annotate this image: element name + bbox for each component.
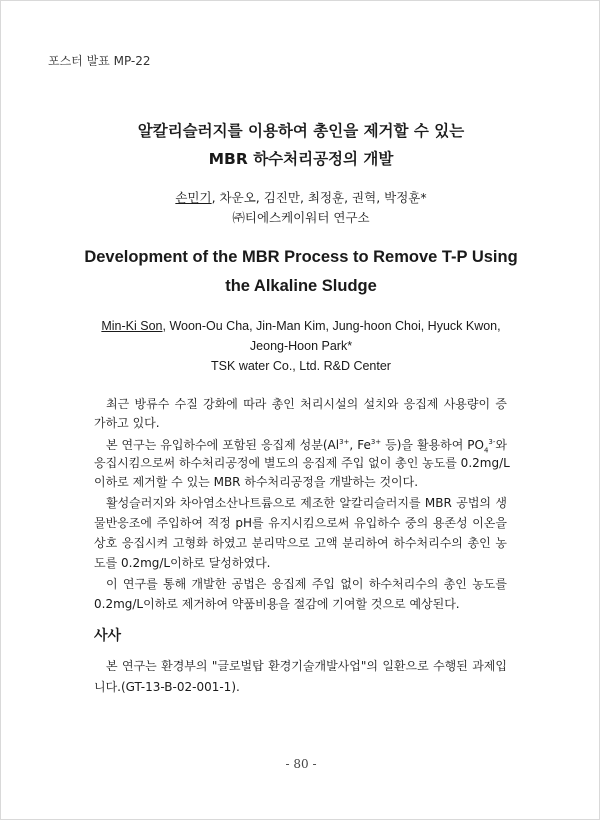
english-authors-line-2: Jeong-Hoon Park* <box>249 339 353 353</box>
poster-label: 포스터 발표 MP-22 <box>48 54 151 68</box>
coauthors-kr: , 차운오, 김진만, 최정훈, 권혁, 박정훈* <box>211 190 427 205</box>
korean-title-line-2: MBR 하수처리공정의 개발 <box>208 150 394 168</box>
korean-affiliation: ㈜티에스케이워터 연구소 <box>232 210 370 225</box>
coauthors-en: , Woon-Ou Cha, Jin-Man Kim, Jung-hoon Choi, Hyuck Kwon, <box>162 319 501 333</box>
abstract-p2-line-2: 응집시킴으로써 하수처리공정에 별도의 응집제 주입 없이 총인 농도를 0.2mg/L <box>94 456 510 470</box>
abstract-p3-line-2: 물반응조에 주입하여 적정 pH를 유지시킴으로써 유입하수 중의 용존성 이온을 <box>94 516 507 530</box>
acknowledgement-title: 사사 <box>94 628 122 644</box>
abstract-p2-line-1: 본 연구는 유입하수에 포함된 응집제 성분($Al^{3+}$, $Fe^{3+}$ 등)을 활용하여 $PO_4^{3-}$와 <box>106 438 507 455</box>
presenter-name-kr: 손민기 <box>175 190 212 205</box>
english-affiliation: TSK water Co., Ltd. R&D Center <box>211 359 391 373</box>
english-title-line-2: the Alkaline Sludge <box>225 277 377 295</box>
acknowledgement-line-1: 본 연구는 환경부의 "글로벌탑 환경기술개발사업"의 일환으로 수행된 과제입 <box>106 659 507 673</box>
presenter-name-en: Min-Ki Son <box>101 319 163 333</box>
abstract-p3-line-3: 상호 응집시켜 고형화 하였고 분리막으로 고액 분리하여 하수처리수의 총인 농 <box>94 536 507 550</box>
abstract-p4-line-2: 0.2mg/L이하로 제거하여 약품비용을 절감에 기여할 것으로 예상된다. <box>94 597 460 611</box>
english-title-line-1: Development of the MBR Process to Remove T-P Using <box>84 248 518 266</box>
abstract-p1-line-2: 가하고 있다. <box>94 416 160 430</box>
abstract-p4-line-1: 이 연구를 통해 개발한 공법은 응집제 주입 없이 하수처리수의 총인 농도를 <box>106 577 507 591</box>
korean-title-line-1: 알칼리슬러지를 이용하여 총인을 제거할 수 있는 <box>137 122 465 140</box>
abstract-p2-line-3: 이하로 제거할 수 있는 MBR 하수처리공정을 개발하는 것이다. <box>94 475 419 489</box>
acknowledgement-line-2: 니다.(GT-13-B-02-001-1). <box>94 680 240 694</box>
abstract-p1-line-1: 최근 방류수 수질 강화에 따라 총인 처리시설의 설치와 응집제 사용량이 증 <box>106 397 507 411</box>
page-number: - 80 - <box>285 757 317 771</box>
korean-authors <box>1 188 600 208</box>
abstract-p3-line-1: 활성슬러지와 차아염소산나트륨으로 제조한 알칼리슬러지를 MBR 공법의 생 <box>106 496 507 510</box>
abstract-p3-line-4: 도를 0.2mg/L이하로 달성하였다. <box>94 556 271 570</box>
english-authors-line-1 <box>1 316 600 336</box>
